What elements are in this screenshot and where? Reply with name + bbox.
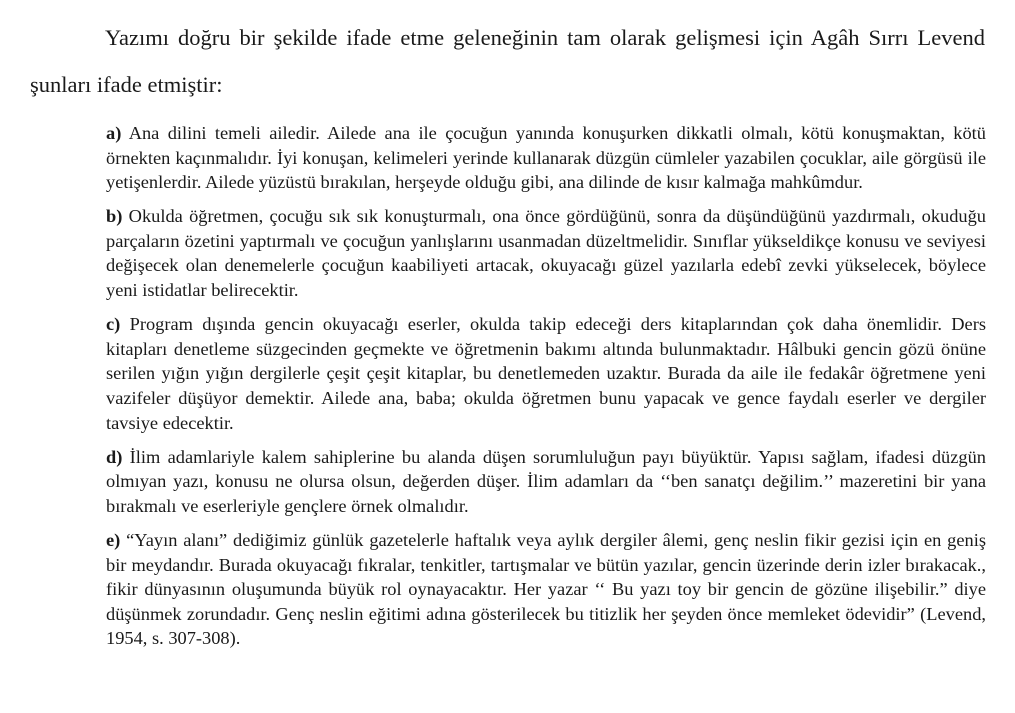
item-text: Program dışında gencin okuyacağı eserler, okulda takip edeceği ders kitaplarından çok daha önemlidir. Ders kitapları denetleme süzgecinden geçmekte ve öğretmenin bakımı altında bulunmaktadır. Hâlbuki gencin gözü önüne serilen yığın yığın dergilerle çeşit çeşit kitaplar, bu denetlemeden uzaktır. Burada da aile ile fedakâr öğretmene yeni vazifeler düşüyor demektir. Ailede ana, baba; okulda öğretmen bunu yapacak ve gence faydalı eserler ve dergiler tavsiye edecektir. xyxy=(106,314,986,433)
item-marker: a) xyxy=(106,123,122,143)
block-quote xyxy=(106,121,986,660)
item-text: İlim adamlariyle kalem sahiplerine bu alanda düşen sorumluluğun payı büyüktür. Yapısı sağlam, ifadesi düzgün olmıyan yazı, konusu ne olursa olsun, değerden düşer. İlim adamları da ‘‘ben sanatçı değilim.’’ mazeretini bir yana bırakmalı ve eserleriyle gençlere örnek olmalıdır. xyxy=(106,446,986,516)
quote-item-e xyxy=(106,528,986,651)
item-marker: e) xyxy=(106,529,121,550)
item-text: Okulda öğretmen, çocuğu sık sık konuşturmalı, ona önce gördüğünü, sonra da düşündüğünü yazdırmalı, okuduğu parçaların özetini yaptırmalı ve çocuğun yanlışlarını usanmadan düzeltmelidir. Sınıflar yükseldikçe konusu ve seviyesi değişecek olan denemelerle çocuğun kaabiliyeti artacak, okuyacağı güzel yazılarla edebî zevki yükselecek, böylece yeni istidatlar belirecektir. xyxy=(106,206,986,301)
item-marker: c) xyxy=(106,314,121,335)
item-text: Ana dilini temeli ailedir. Ailede ana ile çocuğun yanında konuşurken dikkatli olmalı, kötü konuşmaktan, kötü örnekten kaçınmalıdır. İyi konuşan, kelimeleri yerinde kullanarak düzgün cümleler yazabilen çocuklar, aile görgüsü ile yetişenlerdir. Ailede yüzüstü bırakılan, herşeyde olduğu gibi, ana dilinde de kısır kalmağa mahkûmdur. xyxy=(106,123,986,193)
quote-item-d xyxy=(106,445,986,519)
quote-item-b xyxy=(106,204,986,302)
quote-item-c xyxy=(106,312,986,435)
item-text: “Yayın alanı” dediğimiz günlük gazetelerle haftalık veya aylık dergiler âlemi, genç neslin fikir gezisi için en geniş bir meydandır. Burada okuyacağı fıkralar, tenkitler, tartışmalar ve bütün yazılar, gencin üzerinde derin izler bırakacak., fikir dünyasının oluşumunda büyük rol oynayacaktır. Her yazar ‘‘ Bu yazı toy bir gencin de gözüne ilişebilir.” diye düşünmek zorundadır. Genç neslin eğitimi adına gösterilecek bu titizlik her şeyden önce memleket ödevidir” (Levend, 1954, s. 307-308). xyxy=(106,529,986,649)
item-marker: b) xyxy=(106,206,123,227)
quote-item-a xyxy=(106,121,986,195)
intro-paragraph: Yazımı doğru bir şekilde ifade etme geleneğinin tam olarak gelişmesi için Agâh Sırrı Levend şunları ifade etmiştir: xyxy=(30,25,985,97)
item-marker: d) xyxy=(106,446,123,467)
